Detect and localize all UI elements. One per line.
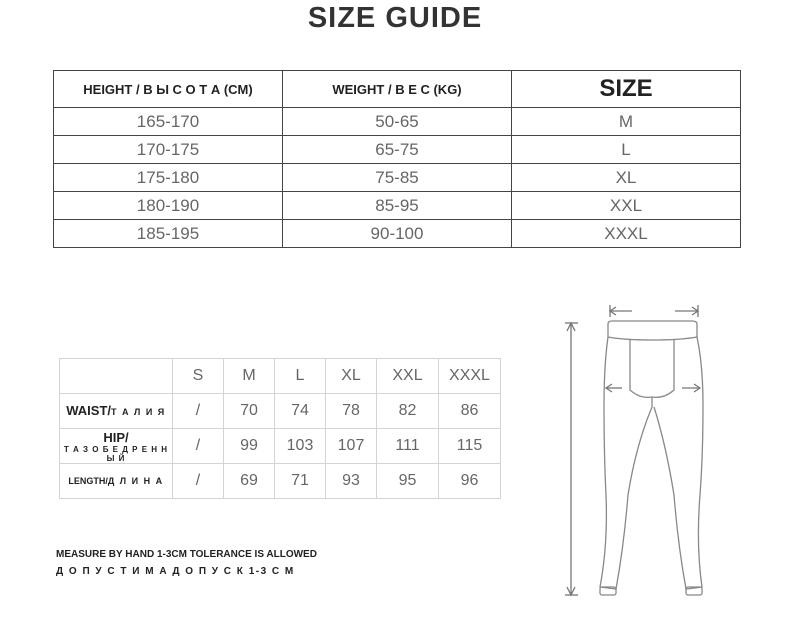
- table-row: [54, 108, 741, 136]
- tolerance-note: MEASURE BY HAND 1-3CM TOLERANCE IS ALLOWED: [56, 549, 317, 560]
- waist-label-ru: Т А Л И Я: [111, 407, 166, 417]
- table-row: [54, 164, 741, 192]
- size-col-header: M: [224, 359, 275, 394]
- waist-label: [60, 394, 173, 429]
- hip-value: 115: [439, 429, 501, 464]
- table-row: [54, 220, 741, 248]
- waist-value: 74: [275, 394, 326, 429]
- waist-row: [60, 394, 501, 429]
- weight-cell: 75-85: [283, 164, 512, 192]
- hip-value: 107: [326, 429, 377, 464]
- height-header: HEIGHT / В Ы С О Т А (CM): [54, 71, 283, 108]
- hip-value: /: [173, 429, 224, 464]
- hip-arrow-icon: [606, 384, 700, 392]
- hip-value: 111: [377, 429, 439, 464]
- height-cell: 180-190: [54, 192, 283, 220]
- weight-cell: 50-65: [283, 108, 512, 136]
- weight-cell: 90-100: [283, 220, 512, 248]
- length-value: 71: [275, 464, 326, 499]
- length-arrow-icon: [565, 323, 578, 595]
- size-cell: M: [512, 108, 741, 136]
- size-chart-table: [53, 70, 741, 248]
- hip-value: 103: [275, 429, 326, 464]
- length-value: 96: [439, 464, 501, 499]
- waist-value: 78: [326, 394, 377, 429]
- height-cell: 185-195: [54, 220, 283, 248]
- length-label: [60, 464, 173, 499]
- height-cell: 165-170: [54, 108, 283, 136]
- hip-row: [60, 429, 501, 464]
- size-col-header: XXXL: [439, 359, 501, 394]
- hip-label-ru: Т А З О Б Е Д Р Е Н Н Ы Й: [63, 444, 169, 463]
- pants-outline-icon: [600, 321, 703, 595]
- corner-cell: [60, 359, 173, 394]
- length-value: 93: [326, 464, 377, 499]
- table-header-row: [54, 71, 741, 108]
- size-cell: XXXL: [512, 220, 741, 248]
- waist-value: 70: [224, 394, 275, 429]
- waist-value: /: [173, 394, 224, 429]
- length-value: /: [173, 464, 224, 499]
- hip-value: 99: [224, 429, 275, 464]
- size-cell: XL: [512, 164, 741, 192]
- page-title: SIZE GUIDE: [307, 2, 483, 34]
- length-row: [60, 464, 501, 499]
- length-label-en: LENGTH/: [68, 476, 108, 486]
- waist-label-en: WAIST/: [66, 403, 111, 418]
- measurement-table: [59, 358, 501, 499]
- weight-header: WEIGHT / В Е С (KG): [283, 71, 512, 108]
- pants-diagram: [540, 295, 720, 605]
- hip-label-en: HIP/: [103, 429, 129, 445]
- size-cell: XXL: [512, 192, 741, 220]
- table-row: [54, 192, 741, 220]
- waist-value: 86: [439, 394, 501, 429]
- height-cell: 170-175: [54, 136, 283, 164]
- waist-value: 82: [377, 394, 439, 429]
- weight-cell: 85-95: [283, 192, 512, 220]
- waist-arrow-icon: [610, 305, 698, 317]
- size-cell: L: [512, 136, 741, 164]
- length-label-ru: Д Л И Н А: [107, 476, 164, 486]
- size-header-row: [60, 359, 501, 394]
- weight-cell: 65-75: [283, 136, 512, 164]
- length-value: 95: [377, 464, 439, 499]
- size-col-header: XXL: [377, 359, 439, 394]
- tolerance-note-ru: Д О П У С Т И М А Д О П У С К 1-3 С М: [56, 566, 295, 577]
- size-col-header: XL: [326, 359, 377, 394]
- size-col-header: L: [275, 359, 326, 394]
- height-cell: 175-180: [54, 164, 283, 192]
- size-header: SIZE: [512, 71, 741, 108]
- table-row: [54, 136, 741, 164]
- size-col-header: S: [173, 359, 224, 394]
- length-value: 69: [224, 464, 275, 499]
- hip-label: [60, 429, 173, 464]
